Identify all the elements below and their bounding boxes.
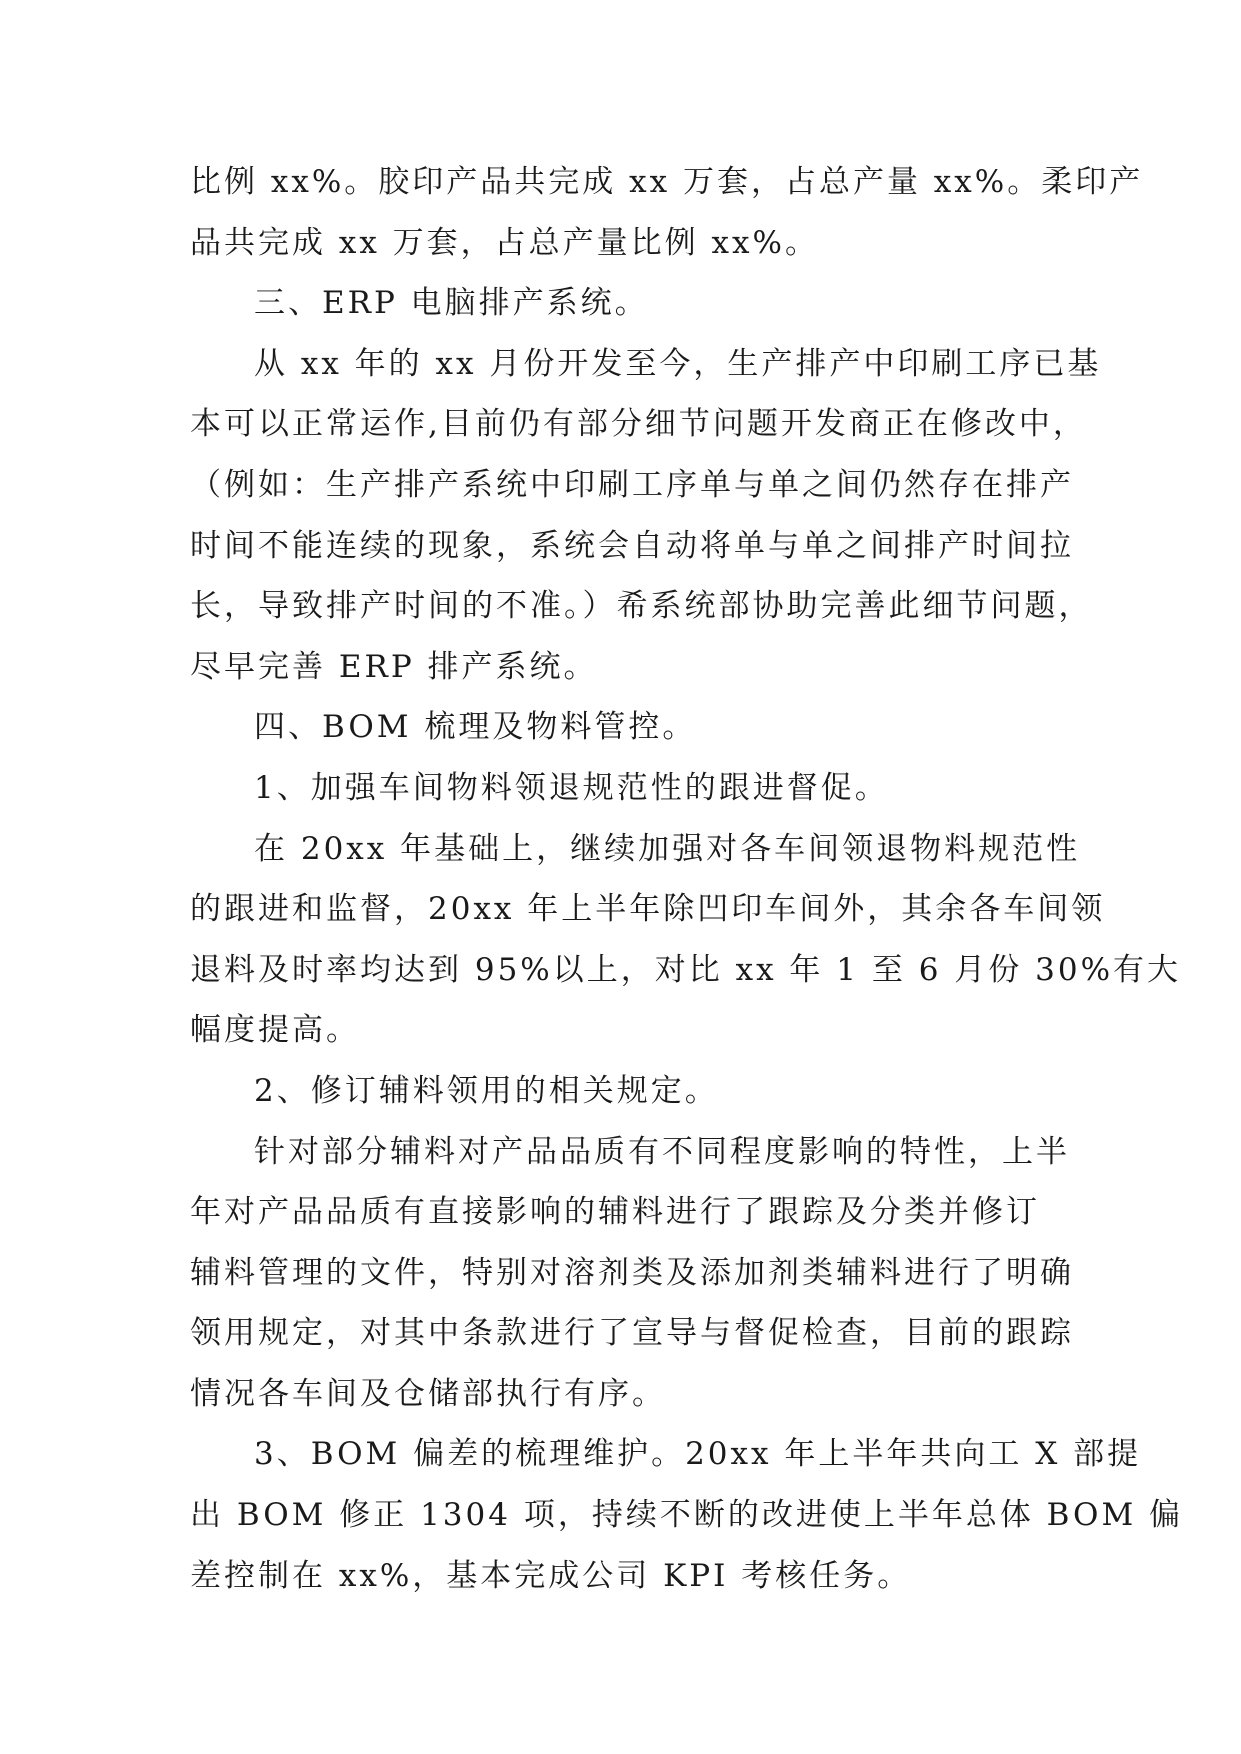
section-heading-erp: 三、ERP 电脑排产系统。 — [254, 285, 649, 322]
text-line: 从 xx 年的 xx 月份开发至今，生产排产中印刷工序已基 — [254, 345, 1102, 382]
text-line: 长，导致排产时间的不准。）希系统部协助完善此细节问题， — [190, 588, 1093, 625]
text-line: 出 BOM 修正 1304 项，持续不断的改进使上半年总体 BOM 偏 — [190, 1497, 1184, 1534]
text-line: 在 20xx 年基础上，继续加强对各车间领退物料规范性 — [254, 830, 1081, 867]
text-line: 情况各车间及仓储部执行有序。 — [190, 1375, 666, 1412]
text-line: 幅度提高。 — [190, 1012, 360, 1049]
subheading-3: 3、BOM 偏差的梳理维护。20xx 年上半年共向工 X 部提 — [254, 1436, 1142, 1473]
text-line: 退料及时率均达到 95%以上，对比 xx 年 1 至 6 月份 30%有大 — [190, 951, 1182, 988]
text-line: 时间不能连续的现象，系统会自动将单与单之间排产时间拉 — [190, 527, 1074, 564]
subheading-2: 2、修订辅料领用的相关规定。 — [254, 1072, 719, 1109]
text-line: 针对部分辅料对产品品质有不同程度影响的特性，上半 — [254, 1133, 1070, 1170]
text-line: 尽早完善 ERP 排产系统。 — [190, 648, 598, 685]
text-line: 品共完成 xx 万套，占总产量比例 xx%。 — [190, 224, 819, 261]
subheading-1: 1、加强车间物料领退规范性的跟进督促。 — [254, 769, 889, 806]
document-body — [190, 152, 1184, 1606]
text-line: 本可以正常运作,目前仍有部分细节问题开发商正在修改中， — [190, 406, 1087, 443]
text-line: 差控制在 xx%，基本完成公司 KPI 考核任务。 — [190, 1557, 912, 1594]
text-line: 年对产品品质有直接影响的辅料进行了跟踪及分类并修订 — [190, 1194, 1040, 1231]
section-heading-bom: 四、BOM 梳理及物料管控。 — [254, 709, 697, 746]
text-line: 比例 xx%。胶印产品共完成 xx 万套，占总产量 xx%。柔印产 — [190, 164, 1144, 200]
text-line: （例如：生产排产系统中印刷工序单与单之间仍然存在排产 — [190, 466, 1074, 503]
text-line: 的跟进和监督，20xx 年上半年除凹印车间外，其余各车间领 — [190, 891, 1106, 928]
text-line: 辅料管理的文件，特别对溶剂类及添加剂类辅料进行了明确 — [190, 1254, 1074, 1291]
text-line: 领用规定，对其中条款进行了宣导与督促检查，目前的跟踪 — [190, 1315, 1074, 1352]
